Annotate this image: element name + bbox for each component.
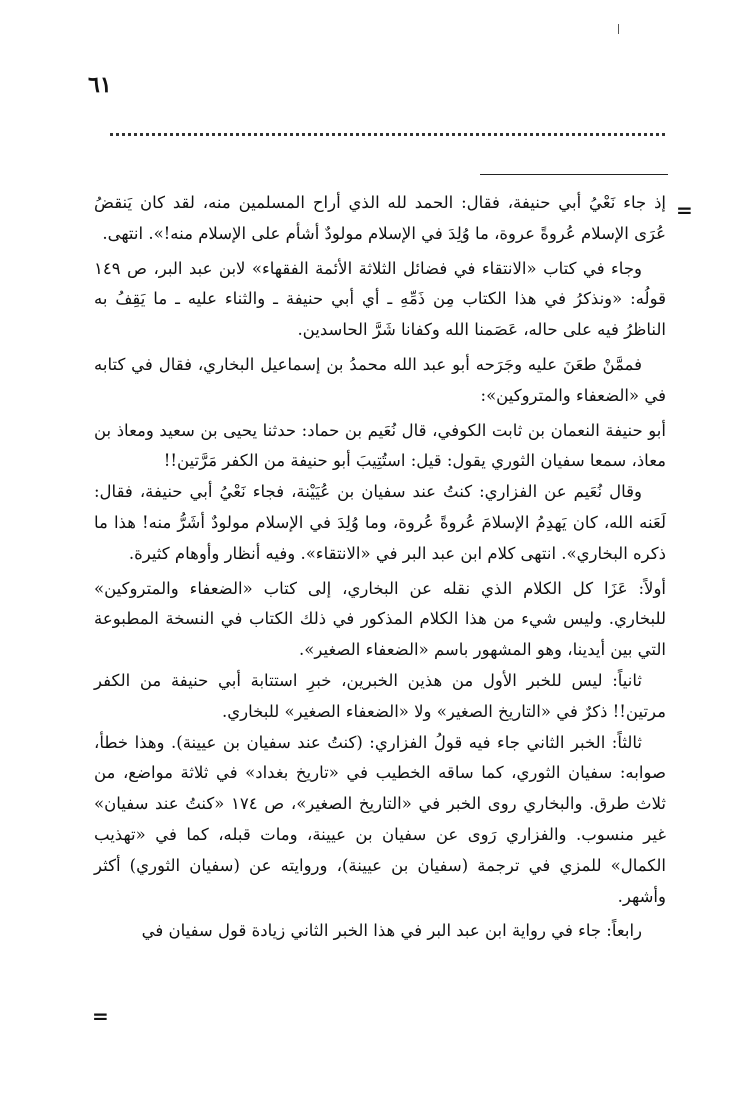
page-corner-mark xyxy=(618,24,619,34)
dotted-rule xyxy=(110,133,665,136)
paragraph: وجاء في كتاب «الانتقاء في فضائل الثلاثة الأئمة الفقهاء» لابن عبد البر، ص ١٤٩ قولُه: «ونذكرُ في هذا الكتاب مِن ذَمِّهِ ـ أي أبي حنيفة ـ والثناء عليه ـ ما يَقِفُ به الناظرُ فيه على حاله، عَصَمنا الله وكفانا شَرَّ الحاسدين. xyxy=(94,258,666,340)
page-number: ٦١ xyxy=(88,72,112,98)
paragraph: وقال نُعَيم عن الفزاري: كنتُ عند سفيان بن عُيَيْنة، فجاء نَعْيُ أبي حنيفة، فقال: لَعَنه الله، كان يَهدِمُ الإسلامَ عُروةً عُروة، وما وُلِدَ في الإسلام مولودٌ أشَرُّ منه! هذا ما ذكره البخاري». انتهى كلام ابن عبد البر في «الانتقاء». وفيه أنظار وأوهام كثيرة. xyxy=(94,482,666,563)
continuation-mark-bottom: = xyxy=(92,1004,109,1028)
continuation-mark-top: = xyxy=(676,198,693,222)
paragraph: رابعاً: جاء في رواية ابن عبد البر في هذا الخبر الثاني زيادة قول سفيان في xyxy=(141,921,642,941)
paragraph: فممَّنْ طعَنَ عليه وجَرَحه أبو عبد الله محمدُ بن إسماعيل البخاري، فقال في كتابه في «الضعفاء والمتروكين»: xyxy=(94,354,666,405)
paragraph: ثانياً: ليس للخبر الأول من هذين الخبرين، خبرِ استتابة أبي حنيفة من الكفر مرتين!! ذكرٌ في «التاريخ الصغير» ولا «الضعفاء الصغير» للبخاري. xyxy=(94,670,666,721)
paragraph: ثالثاً: الخبر الثاني جاء فيه قولُ الفزاري: (كنتُ عند سفيان بن عيينة). وهذا خطأ، صوابه: سفيان الثوري، كما ساقه الخطيب في «تاريخ بغداد» في ثلاثة مواضع، من ثلاث طرق. والبخاري روى الخبر في «التاريخ الصغير»، ص ١٧٤ «كنتُ عند سفيان» غير منسوب. والفزاري رَوى عن سفيان بن عيينة، ومات قبله، كما في «تهذيب الكمال» للمزي في ترجمة (سفيان بن عيينة)، وروايته عن (سفيان الثوري) أكثر وأشهر. xyxy=(94,732,667,906)
paragraph: أبو حنيفة النعمان بن ثابت الكوفي، قال نُعَيم بن حماد: حدثنا يحيى بن سعيد ومعاذ بن معاذ، سمعا سفيان الثوري يقول: قيل: استُتِيبَ أبو حنيفة من الكفر مَرَّتين!! xyxy=(94,420,666,471)
paragraph: أولاً: عَزَا كل الكلام الذي نقله عن البخاري، إلى كتاب «الضعفاء والمتروكين» للبخاري. وليس شيء من هذا الكلام المذكور في ذلك الكتاب في النسخة المطبوعة التي بين أيدينا، وهو المشهور باسم «الضعفاء الصغير». xyxy=(94,578,666,660)
body-text xyxy=(94,188,666,947)
paragraph: إذ جاء نَعْيُ أبي حنيفة، فقال: الحمد لله الذي أراح المسلمين منه، لقد كان يَنقضُ عُرَى الإسلام عُروةً عروة، ما وُلِدَ في الإسلام مولودٌ أشأم على الإسلام منه!». انتهى. xyxy=(94,193,666,243)
footnote-rule xyxy=(480,174,668,175)
